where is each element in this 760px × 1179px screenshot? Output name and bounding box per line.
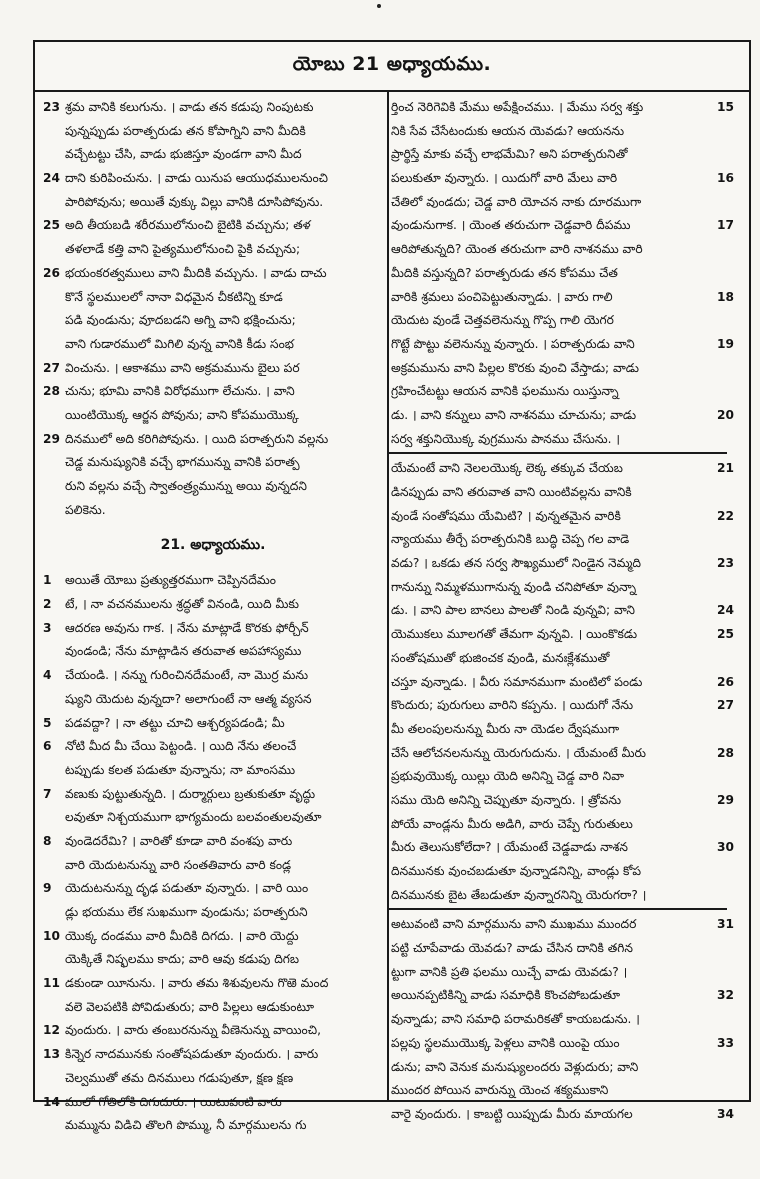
text-line <box>43 664 383 688</box>
verse-text: టప్పుడు కలత పడుతూ వున్నాను; నా మాంసము <box>65 762 296 777</box>
text-line <box>43 640 383 664</box>
text-line <box>391 576 725 600</box>
verse-text: గానున్ను నిమ్మళముగానున్న వుండి చనిపోతూ వున్నా <box>391 579 637 594</box>
text-line <box>391 143 725 167</box>
verse-text: సము యెది అనిన్ని చెప్పుతూ వున్నారు. । త్రోవను <box>391 792 622 807</box>
verse-number: 1 <box>43 573 52 588</box>
verse-text: చును; భూమి వానికి విరోధముగా లేచును. । వాని <box>65 384 295 399</box>
verse-text: కిన్నెర నాదమునకు సంతోషపడుతూ వుందురు. । వారు <box>65 1047 319 1062</box>
verse-text: పట్టి చూపేవాడు యెవడు? వాడు చేసిన దానికి తగిన <box>391 941 633 956</box>
verse-text: పలికెను. <box>65 502 106 517</box>
verse-text: నోటి మీద మీ చేయి పెట్టండి. । యిది నేను తలంచే <box>65 739 297 754</box>
text-line <box>43 143 383 167</box>
text-line <box>43 357 383 381</box>
text-line <box>391 694 734 718</box>
verse-number: 34 <box>717 1106 734 1121</box>
text-line <box>391 913 734 937</box>
verse-text: వుందురు. । వారు తంబురనున్ను వీణెనున్ను వాయించి, <box>65 1023 321 1038</box>
verse-text: ముందర పోయిన వారున్ను యెంచ శక్యముకాని <box>391 1083 609 1098</box>
verse-number: 5 <box>43 715 52 730</box>
verse-text: ప్రభువుయొక్క యిల్లు యెది అనిన్ని చెడ్డ వారి నివా <box>391 769 625 784</box>
verse-text: రుని వల్లను వచ్చే స్వాతంత్ర్యమున్ను అయి వున్నదని <box>65 479 307 493</box>
verse-text: పారిపోవును; అయితే వుక్కు విల్లు వానికి దూసిపోవును. <box>65 194 324 209</box>
verse-text: నికి సేవ చేసేటందుకు ఆయన యెవడు? ఆయనను <box>391 123 625 138</box>
section-rule <box>389 908 727 910</box>
verse-text: వున్నాడు; వాని సమాధి పరామరికతో కాయబడును. । <box>391 1012 640 1027</box>
verse-text: డు. । వాని పాల బానలు పాలతో నిండి వున్నవి; వాని <box>391 603 635 618</box>
verse-text: వారికి శ్రమలు పంచిపెట్టుతున్నాడు. । వారు గాలి <box>391 289 613 304</box>
verse-text: అయితే యోబు ప్రత్యుత్తరముగా చెప్పినదేమం <box>65 573 276 588</box>
verse-text: వారి యెదుటనున్ను వారి సంతతివారు వారి కండ్ల <box>65 857 292 872</box>
text-line <box>391 214 734 238</box>
verse-number: 28 <box>717 745 734 760</box>
verse-text: చేసే ఆలోచనలనున్ను యెరుగుదును. । యేమంటే మీరు <box>391 745 646 760</box>
text-line <box>43 948 383 972</box>
text-line <box>43 759 383 783</box>
verse-number: 15 <box>717 100 734 114</box>
text-line <box>391 718 725 742</box>
text-line <box>391 623 734 647</box>
text-line <box>391 528 725 552</box>
text-line <box>43 901 383 925</box>
text-line <box>43 783 383 807</box>
verse-number: 16 <box>717 171 734 186</box>
text-line <box>391 286 734 310</box>
verse-text: వడు? । ఒకడు తన సర్వ సౌఖ్యములో నిండైన నెమ్మది <box>391 556 641 571</box>
verse-text: యొక్క దండము వారి మీదికి దిగదు. । వారి యెద్దు <box>65 928 299 943</box>
verse-number: 29 <box>43 431 60 446</box>
text-line <box>43 428 383 452</box>
text-line <box>391 860 725 884</box>
verse-text: వచ్చేటట్టు చేసి, వాడు భుజిస్తూ వుండగా వాని మీద <box>65 147 302 162</box>
text-line <box>43 972 383 996</box>
verse-text: ర్తించ నెరిగెవికి మేము అపేక్షించము. । మేము సర్వ శక్తు <box>391 100 644 114</box>
text-line <box>391 1056 725 1080</box>
verse-number: 3 <box>43 620 52 635</box>
verse-number: 7 <box>43 786 52 801</box>
page-top-dot <box>377 4 381 8</box>
column-divider <box>387 92 389 1100</box>
verse-text: ఆరిపోతున్నది? యెంత తరుచుగా వారి నాశనము వారి <box>391 242 643 257</box>
text-line <box>391 671 734 695</box>
verse-text: చేయండి. । నన్ను గురించినదేమంటే, నా మొర్ర మను <box>65 668 309 683</box>
verse-text: యెముకలు మూలగతో తేమగా వున్నవి. । యింకొకడు <box>391 627 638 642</box>
verse-text: వుండెదరేమి? । వారితో కూడా వారి వంశపు వారు <box>65 833 293 848</box>
verse-text: డకుండా యీనును. । వారు తమ శిశువులను గొఱె మంద <box>65 976 329 991</box>
text-line <box>43 925 383 949</box>
text-line <box>43 96 383 120</box>
text-line <box>391 552 734 576</box>
verse-number: 23 <box>717 556 734 571</box>
text-line <box>391 238 725 262</box>
verse-text: యింటియొక్క ఆర్జన పోవును; వాని కోపముయొక్క <box>65 407 299 422</box>
text-line <box>391 836 734 860</box>
text-line <box>391 813 725 837</box>
verse-number: 11 <box>43 976 60 991</box>
verse-number: 25 <box>43 218 60 233</box>
text-line <box>43 569 383 593</box>
verse-text: పల్లపు స్థలముయొక్క పెళ్లలు వానికి యింపై యుం <box>391 1035 620 1050</box>
verse-text: అక్రమమును వాని పిల్లల కొరకు వుంచి వేస్తాడు; వాడు <box>391 360 640 375</box>
verse-number: 27 <box>43 360 60 375</box>
verse-number: 20 <box>717 407 734 422</box>
verse-text: న్యాయము తీర్చే పరాత్పరునికి బుద్ధి చెప్ప గల వాడె <box>391 532 630 547</box>
text-line <box>391 1008 725 1032</box>
text-line <box>43 404 383 428</box>
verse-number: 32 <box>717 988 734 1003</box>
text-line <box>391 457 734 481</box>
verse-text: వారై వుందురు. । కాబట్టి యిప్పుడు మీరు మాయగల <box>391 1106 633 1121</box>
text-line <box>391 1032 734 1056</box>
verse-text: మీదికి వస్తున్నది? పరాత్పరుడు తన కోపము చేత <box>391 265 618 280</box>
text-line <box>43 1091 383 1115</box>
right-column <box>391 96 734 1121</box>
verse-text: దినమునకు వుంచబడుతూ వున్నాడనిన్ని, వాండ్లు కోప <box>391 864 642 878</box>
verse-number: 30 <box>717 840 734 855</box>
text-line <box>43 309 383 333</box>
text-line <box>43 1067 383 1091</box>
verse-number: 8 <box>43 833 52 848</box>
text-line <box>391 742 734 766</box>
verse-number: 28 <box>43 384 60 399</box>
verse-text: శ్రమ వానికి కలుగును. । వాడు తన కడుపు నింపుటకు <box>65 100 314 114</box>
text-line <box>43 735 383 759</box>
verse-text: ఆదరణ అవును గాక. । నేను మాట్లాడే కొరకు ఫోర్చీన్ <box>65 620 309 635</box>
verse-text: మీ తలంపులనున్ను మీరు నా యెడల ద్వేషముగా <box>391 721 620 736</box>
text-line <box>391 428 725 452</box>
text-line <box>43 688 383 712</box>
verse-number: 6 <box>43 739 52 754</box>
verse-number: 29 <box>717 792 734 807</box>
text-line <box>43 262 383 286</box>
chapter-heading-text: 21. అధ్యాయము. <box>160 537 266 554</box>
page-header-title: యోబు 21 అధ్యాయము. <box>292 52 492 75</box>
verse-number: 19 <box>717 336 734 351</box>
text-line <box>391 505 734 529</box>
verse-number: 26 <box>717 674 734 689</box>
verse-number: 25 <box>717 627 734 642</box>
text-line <box>391 167 734 191</box>
text-line <box>43 593 383 617</box>
text-line <box>391 884 725 908</box>
text-line <box>391 191 725 215</box>
text-line <box>391 1103 734 1127</box>
verse-text: అది తీయబడి శరీరములోనుంచి బైటికి వచ్చును; తళ <box>65 218 311 233</box>
text-line <box>43 1114 383 1138</box>
verse-text: కొందురు; పురుగులు వారిని కప్పను. । యిదుగో నేను <box>391 698 634 713</box>
verse-text: ట్టుగా వానికి ప్రతి ఫలము యిచ్చే వాడు యెవడు? । <box>391 964 628 979</box>
verse-text: చస్తూ వున్నాడు. । వీరు సమానముగా మంటిలో పండు <box>391 674 643 689</box>
text-line <box>391 380 725 404</box>
text-line <box>391 647 725 671</box>
verse-text: గ్రహించేటట్టు ఆయన వానికి ఫలమును యిస్తున్నా <box>391 384 619 399</box>
text-line <box>391 262 725 286</box>
verse-number: 24 <box>43 171 60 186</box>
left-column <box>35 96 383 1133</box>
text-line <box>43 286 383 310</box>
verse-number: 2 <box>43 597 52 612</box>
verse-text: డు. । వాని కన్నులు వాని నాశనము చూచును; వాడు <box>391 407 637 422</box>
verse-number: 27 <box>717 698 734 713</box>
verse-text: పడవద్దా? । నా తట్టు చూచి ఆశ్చర్యపడండి; మీ <box>65 715 285 730</box>
text-line <box>43 877 383 901</box>
text-line <box>43 806 383 830</box>
verse-number: 9 <box>43 881 52 896</box>
verse-number: 14 <box>43 1094 60 1109</box>
chapter-heading <box>43 522 383 569</box>
bible-page <box>33 40 751 1133</box>
verse-text: దినమునకు బైట తేబడుతూ వున్నారనిన్ని యెరుగరా? । <box>391 887 647 902</box>
page-header <box>35 42 749 92</box>
verse-text: పున్నప్పుడు పరాత్పరుడు తన కోపాగ్నిని వాని మీదికి <box>65 123 306 138</box>
verse-text: వుండే సంతోషము యేమిటి? । వున్నతమైన వారికి <box>391 508 621 523</box>
verse-number: 10 <box>43 928 60 943</box>
verse-text: లవుతూ నిశ్చయముగా భాగ్యమందు బలవంతులవుతూ <box>65 810 322 825</box>
text-line <box>391 961 725 985</box>
text-line <box>43 712 383 736</box>
text-line <box>391 984 734 1008</box>
verse-text: సర్వ శక్తునియొక్క వుగ్రమును పానము చేసును. । <box>391 431 621 446</box>
verse-text: వణుకు పుట్టుతున్నది. । దుర్మార్గులు బ్రతుకుతూ వృద్ధు <box>65 786 316 801</box>
verse-text: చెల్వముతో తమ దినములు గడుపుతూ, క్షణ క్షణ <box>65 1070 294 1085</box>
verse-number: 22 <box>717 508 734 523</box>
text-line <box>43 120 383 144</box>
text-line <box>43 499 383 523</box>
verse-text: పలుకుతూ వున్నారు. । యిదుగో వారి మేలు వారి <box>391 171 618 186</box>
verse-text: చేతిలో వుండదు; చెడ్డ వారి యోచన నాకు దూరముగా <box>391 194 642 209</box>
verse-text: సంతోషముతో భుజించక వుండి, మనఃక్లేశముతో <box>391 650 610 665</box>
text-line <box>391 357 725 381</box>
verse-text: యేమంటే వాని నెలలయొక్క లెక్క తక్కువ చేయబ <box>391 461 623 476</box>
text-line <box>391 120 725 144</box>
verse-text: ష్యుని యెదుట వున్నదా? అలాగుంటే నా ఆత్మ వ్యసన <box>65 691 312 706</box>
verse-number: 4 <box>43 668 52 683</box>
verse-number: 33 <box>717 1035 734 1050</box>
text-line <box>43 191 383 215</box>
text-line <box>391 309 725 333</box>
text-line <box>43 214 383 238</box>
text-line <box>391 937 725 961</box>
verse-number: 17 <box>717 218 734 233</box>
verse-text: యెదుట వుండే చెత్తవలెనున్ను గొప్ప గాలి యెగర <box>391 313 614 328</box>
verse-text: చెడ్డ మనుష్యునికి వచ్చే భాగమున్ను వానికి పరాత్ప <box>65 455 300 470</box>
verse-text: తళలాడే కత్తి వాని పైత్యములోనుంచి పైకి వచ్చును; <box>65 242 301 257</box>
text-line <box>43 996 383 1020</box>
verse-number: 12 <box>43 1023 60 1038</box>
verse-text: దినములో అది కరిగిపోవును. । యిది పరాత్పరుని వల్లను <box>65 431 329 446</box>
text-line <box>43 617 383 641</box>
verse-text: టే, । నా వచనములను శ్రద్ధతో వినండి, యిది మీకు <box>65 597 299 612</box>
verse-number: 26 <box>43 265 60 280</box>
text-line <box>43 333 383 357</box>
verse-text: డును; వాని వెనుక మనుష్యులందరు వెళ్లుదురు; వాని <box>391 1059 639 1074</box>
verse-text: వుండండి; నేను మాట్లాడిన తరువాత అపహాస్యము <box>65 644 302 659</box>
text-line <box>43 451 383 475</box>
text-line <box>43 380 383 404</box>
verse-text: డినప్పుడు వాని తరువాత వాని యింటివల్లను వానికి <box>391 485 632 499</box>
text-line <box>391 1079 725 1103</box>
verse-text: యెదుటనున్ను దృఢ పడుతూ వున్నారు. । వారి యిం <box>65 881 309 896</box>
verse-number: 23 <box>43 100 60 114</box>
verse-text: పోయే వాండ్లను మీరు అడిగి, వారు చెప్పే గురుతులు <box>391 816 633 831</box>
verse-number: 13 <box>43 1047 60 1062</box>
text-line <box>43 167 383 191</box>
text-line <box>391 789 734 813</box>
verse-number: 18 <box>717 289 734 304</box>
verse-text: అటువంటి వాని మార్గమును వాని ముఖము ముందర <box>391 917 637 932</box>
text-line <box>43 830 383 854</box>
verse-number: 31 <box>717 917 734 932</box>
verse-text: వుండునుగాక. । యెంత తరుచుగా చెడ్డవారి దీపము <box>391 218 631 233</box>
text-line <box>391 765 725 789</box>
verse-text: వాని గుడారములో మిగిలి వున్న వానికి కీడు సంభ <box>65 336 294 351</box>
text-line <box>43 238 383 262</box>
text-line <box>391 599 734 623</box>
verse-text: కొనే స్థలములలో నానా విధమైన చీకటిన్ని కూడ <box>65 289 283 304</box>
text-line <box>43 854 383 878</box>
text-line <box>391 481 725 505</box>
verse-text: వలె వెలపటికి పోవిడుతురు; వారి పిల్లలు ఆడుకుంటూ <box>65 999 315 1014</box>
text-line <box>43 1043 383 1067</box>
text-line <box>391 404 734 428</box>
section-rule <box>389 452 727 454</box>
verse-text: గొట్టే పొట్టు వలెనున్ను వున్నారు. । పరాత్పరుడు వాని <box>391 336 635 351</box>
text-line <box>43 1019 383 1043</box>
verse-text: మీరు తెలుసుకోలేదా? । యేమంటే చెడ్డవాడు నాశన <box>391 840 628 855</box>
text-line <box>43 475 383 499</box>
verse-text: భయంకరత్వములు వాని మీదికి వచ్చును. । వాడు దాచు <box>65 265 327 280</box>
verse-text: యెక్కితే నిష్ఫలము కాదు; వారి ఆవు కడుపు దిగబ <box>65 952 300 967</box>
verse-number: 24 <box>717 603 734 618</box>
verse-text: వించును. । ఆకాశము వాని అక్రమమును బైలు పర <box>65 360 300 375</box>
text-line <box>391 333 734 357</box>
verse-text: ములో గోతిలోకి దిగుదురు. । యిటువంటి వారు <box>65 1094 282 1109</box>
verse-text: దాని కురిపించును. । వాడు యినుప ఆయుధములనుంచి <box>65 171 328 186</box>
verse-text: మమ్మును విడిచి తొలగి పొమ్ము, నీ మార్గములను గు <box>65 1118 307 1133</box>
verse-text: ప్రార్థిస్తే మాకు వచ్చే లాభమేమి? అని పరాత్పరునితో <box>391 147 628 162</box>
verse-text: అయినప్పటికిన్ని వాడు సమాధికి కొంచపోబడుతూ <box>391 988 621 1003</box>
text-line <box>391 96 734 120</box>
verse-text: డ్లు భయము లేక సుఖముగా వుండును; పరాత్పరుని <box>65 905 308 919</box>
verse-text: పడి వుండును; వూదబడని అగ్ని వాని భక్షించును; <box>65 313 296 328</box>
verse-number: 21 <box>717 461 734 476</box>
